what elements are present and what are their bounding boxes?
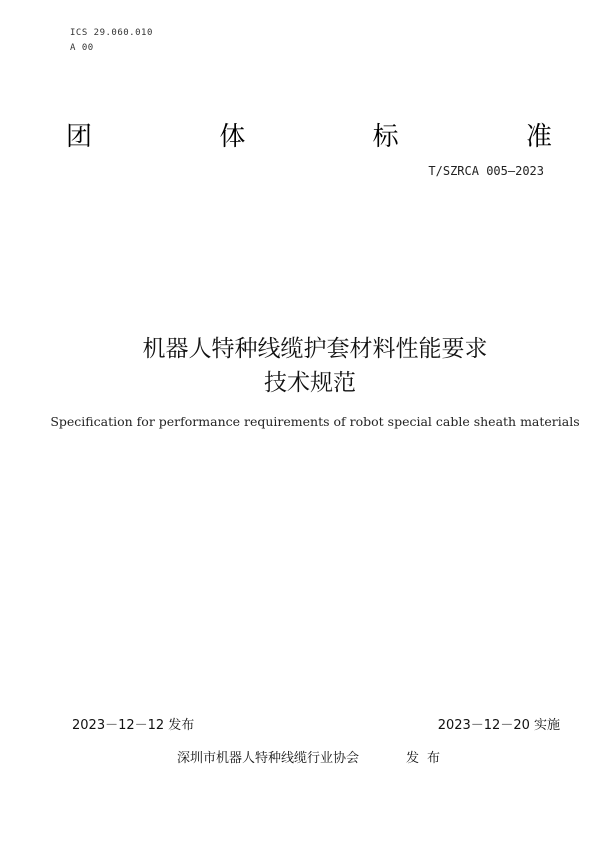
document-title-zh-line1: 机器人特种线缆护套材料性能要求 — [142, 336, 488, 362]
publish-label: 发布 — [406, 751, 449, 766]
standard-type-heading — [66, 116, 552, 153]
publisher-name: 深圳市机器人特种线缆行业协会 — [177, 751, 360, 766]
standard-type-char: 标 — [372, 122, 399, 152]
standard-number: T/SZRCA 005—2023 — [428, 164, 544, 178]
standard-type-char: 团 — [66, 122, 93, 152]
document-title-zh-line2: 技术规范 — [264, 370, 356, 396]
standard-type-char: 准 — [525, 122, 552, 152]
document-title-en: Specification for performance requirements of robot special cable sheath materials — [50, 414, 580, 429]
implementation-date: 2023－12－20 实施 — [437, 718, 560, 733]
standard-type-char: 体 — [219, 122, 246, 152]
issue-date: 2023－12－12 发布 — [72, 718, 195, 733]
ics-code: ICS 29.060.010 — [70, 28, 153, 38]
ccs-code: A 00 — [70, 43, 94, 53]
